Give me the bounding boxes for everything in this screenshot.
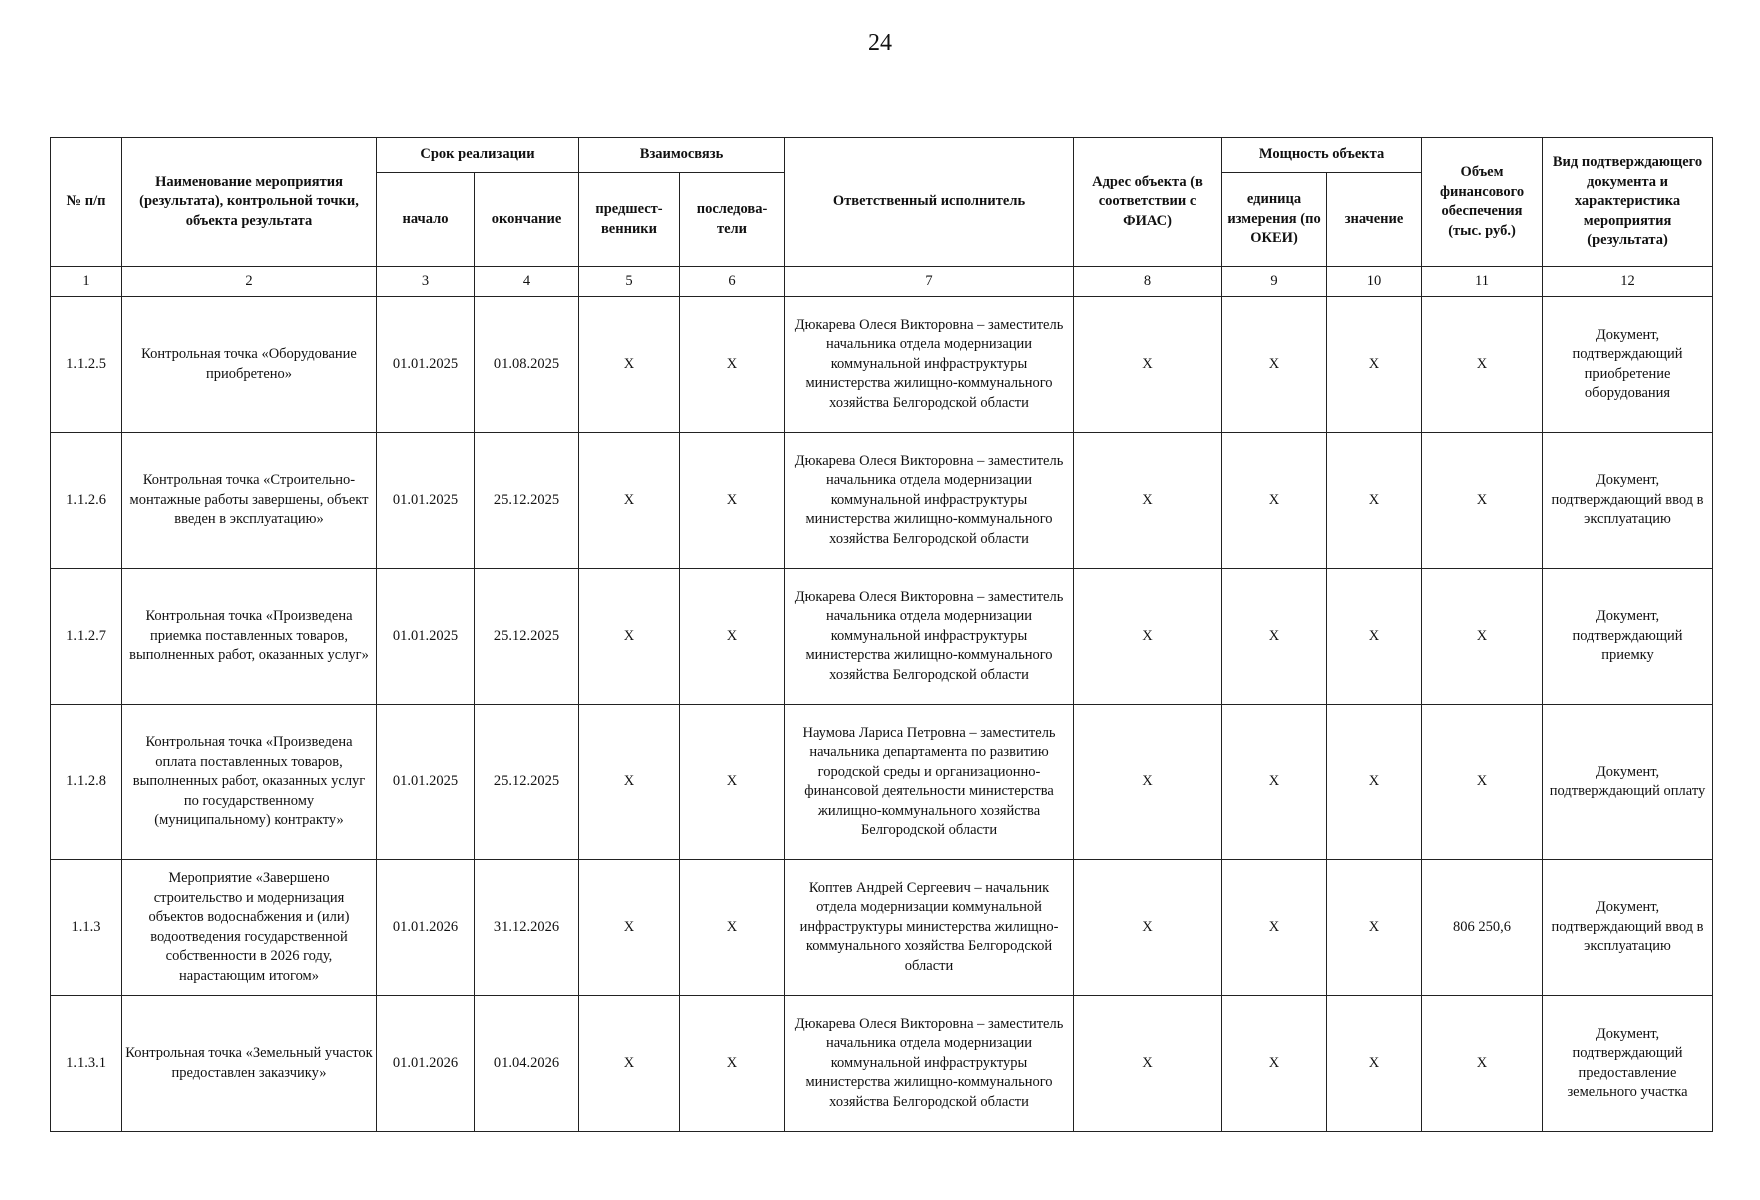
header-addr: Адрес объекта (в соответствии с ФИАС) [1074,138,1222,267]
row-start: 01.01.2025 [377,705,475,860]
row-value: Х [1327,705,1422,860]
row-pred: Х [579,705,680,860]
row-num: 1.1.3 [51,860,122,996]
row-start: 01.01.2025 [377,569,475,705]
row-pred: Х [579,569,680,705]
row-name: Мероприятие «Завершено строительство и модернизация объектов водоснабжения и (или) водоотведения государственной собственности в 2026 году, нарастающим итогом» [122,860,377,996]
row-finance: Х [1422,705,1543,860]
row-end: 25.12.2025 [475,705,579,860]
header-finance: Объем финансового обеспечения (тыс. руб.) [1422,138,1543,267]
header-power: Мощность объекта [1222,138,1422,173]
row-doc: Документ, подтверждающий ввод в эксплуатацию [1543,860,1713,996]
row-succ: Х [680,996,785,1132]
row-unit: Х [1222,569,1327,705]
row-value: Х [1327,433,1422,569]
row-name: Контрольная точка «Земельный участок предоставлен заказчику» [122,996,377,1132]
header-start: начало [377,173,475,267]
header-succ: последова-тели [680,173,785,267]
row-unit: Х [1222,433,1327,569]
row-succ: Х [680,433,785,569]
row-start: 01.01.2025 [377,297,475,433]
row-start: 01.01.2026 [377,860,475,996]
col-number: 12 [1543,267,1713,297]
row-start: 01.01.2026 [377,996,475,1132]
row-value: Х [1327,297,1422,433]
row-addr: Х [1074,705,1222,860]
row-num: 1.1.2.6 [51,433,122,569]
row-value: Х [1327,860,1422,996]
header-end: окончание [475,173,579,267]
header-link: Взаимосвязь [579,138,785,173]
header-exec: Ответственный исполнитель [785,138,1074,267]
row-end: 01.04.2026 [475,996,579,1132]
col-number: 3 [377,267,475,297]
table-row [51,996,1713,1132]
row-exec: Коптев Андрей Сергеевич – начальник отдела модернизации коммунальной инфраструктуры министерства жилищно-коммунального хозяйства Белгородской области [785,860,1074,996]
col-number: 1 [51,267,122,297]
row-exec: Дюкарева Олеся Викторовна – заместитель начальника отдела модернизации коммунальной инфраструктуры министерства жилищно-коммунального хозяйства Белгородской области [785,433,1074,569]
row-pred: Х [579,433,680,569]
row-doc: Документ, подтверждающий оплату [1543,705,1713,860]
col-number: 9 [1222,267,1327,297]
row-value: Х [1327,996,1422,1132]
table-row [51,705,1713,860]
table-row [51,297,1713,433]
row-finance: Х [1422,569,1543,705]
header-value: значение [1327,173,1422,267]
row-doc: Документ, подтверждающий приобретение оборудования [1543,297,1713,433]
row-finance: Х [1422,996,1543,1132]
table-row [51,860,1713,996]
header-term: Срок реализации [377,138,579,173]
row-num: 1.1.2.7 [51,569,122,705]
row-addr: Х [1074,860,1222,996]
row-num: 1.1.2.8 [51,705,122,860]
col-number: 10 [1327,267,1422,297]
row-exec: Наумова Лариса Петровна – заместитель начальника департамента по развитию городской среды и организационно-финансовой деятельности министерства жилищно-коммунального хозяйства Белгородской области [785,705,1074,860]
row-doc: Документ, подтверждающий приемку [1543,569,1713,705]
row-name: Контрольная точка «Произведена оплата поставленных товаров, выполненных работ, оказанных услуг по государственному (муниципальному) контракту» [122,705,377,860]
row-succ: Х [680,569,785,705]
row-doc: Документ, подтверждающий предоставление земельного участка [1543,996,1713,1132]
row-name: Контрольная точка «Произведена приемка поставленных товаров, выполненных работ, оказанных услуг» [122,569,377,705]
row-succ: Х [680,705,785,860]
implementation-plan-table [50,137,1713,1132]
row-start: 01.01.2025 [377,433,475,569]
row-end: 25.12.2025 [475,433,579,569]
header-pred: предшест-венники [579,173,680,267]
page-number: 24 [868,30,892,56]
row-doc: Документ, подтверждающий ввод в эксплуатацию [1543,433,1713,569]
row-num: 1.1.2.5 [51,297,122,433]
row-exec: Дюкарева Олеся Викторовна – заместитель начальника отдела модернизации коммунальной инфраструктуры министерства жилищно-коммунального хозяйства Белгородской области [785,569,1074,705]
row-end: 01.08.2025 [475,297,579,433]
col-number: 11 [1422,267,1543,297]
header-doc: Вид подтверждающего документа и характеристика мероприятия (результата) [1543,138,1713,267]
table-body [51,297,1713,1132]
row-value: Х [1327,569,1422,705]
column-number-row [51,267,1713,297]
row-addr: Х [1074,433,1222,569]
row-pred: Х [579,996,680,1132]
row-name: Контрольная точка «Оборудование приобретено» [122,297,377,433]
row-finance: 806 250,6 [1422,860,1543,996]
row-unit: Х [1222,996,1327,1132]
row-pred: Х [579,297,680,433]
header-name: Наименование мероприятия (результата), контрольной точки, объекта результата [122,138,377,267]
row-exec: Дюкарева Олеся Викторовна – заместитель начальника отдела модернизации коммунальной инфраструктуры министерства жилищно-коммунального хозяйства Белгородской области [785,297,1074,433]
row-num: 1.1.3.1 [51,996,122,1132]
row-end: 25.12.2025 [475,569,579,705]
row-finance: Х [1422,433,1543,569]
row-unit: Х [1222,705,1327,860]
row-unit: Х [1222,297,1327,433]
col-number: 2 [122,267,377,297]
row-unit: Х [1222,860,1327,996]
col-number: 4 [475,267,579,297]
row-pred: Х [579,860,680,996]
col-number: 6 [680,267,785,297]
col-number: 8 [1074,267,1222,297]
row-finance: Х [1422,297,1543,433]
row-name: Контрольная точка «Строительно-монтажные работы завершены, объект введен в эксплуатацию» [122,433,377,569]
row-succ: Х [680,297,785,433]
table-row [51,569,1713,705]
row-end: 31.12.2026 [475,860,579,996]
col-number: 7 [785,267,1074,297]
header-num: № п/п [51,138,122,267]
row-addr: Х [1074,996,1222,1132]
row-addr: Х [1074,297,1222,433]
table-header [51,138,1713,297]
row-exec: Дюкарева Олеся Викторовна – заместитель начальника отдела модернизации коммунальной инфраструктуры министерства жилищно-коммунального хозяйства Белгородской области [785,996,1074,1132]
table-row [51,433,1713,569]
header-unit: единица измерения (по ОКЕИ) [1222,173,1327,267]
row-succ: Х [680,860,785,996]
row-addr: Х [1074,569,1222,705]
col-number: 5 [579,267,680,297]
